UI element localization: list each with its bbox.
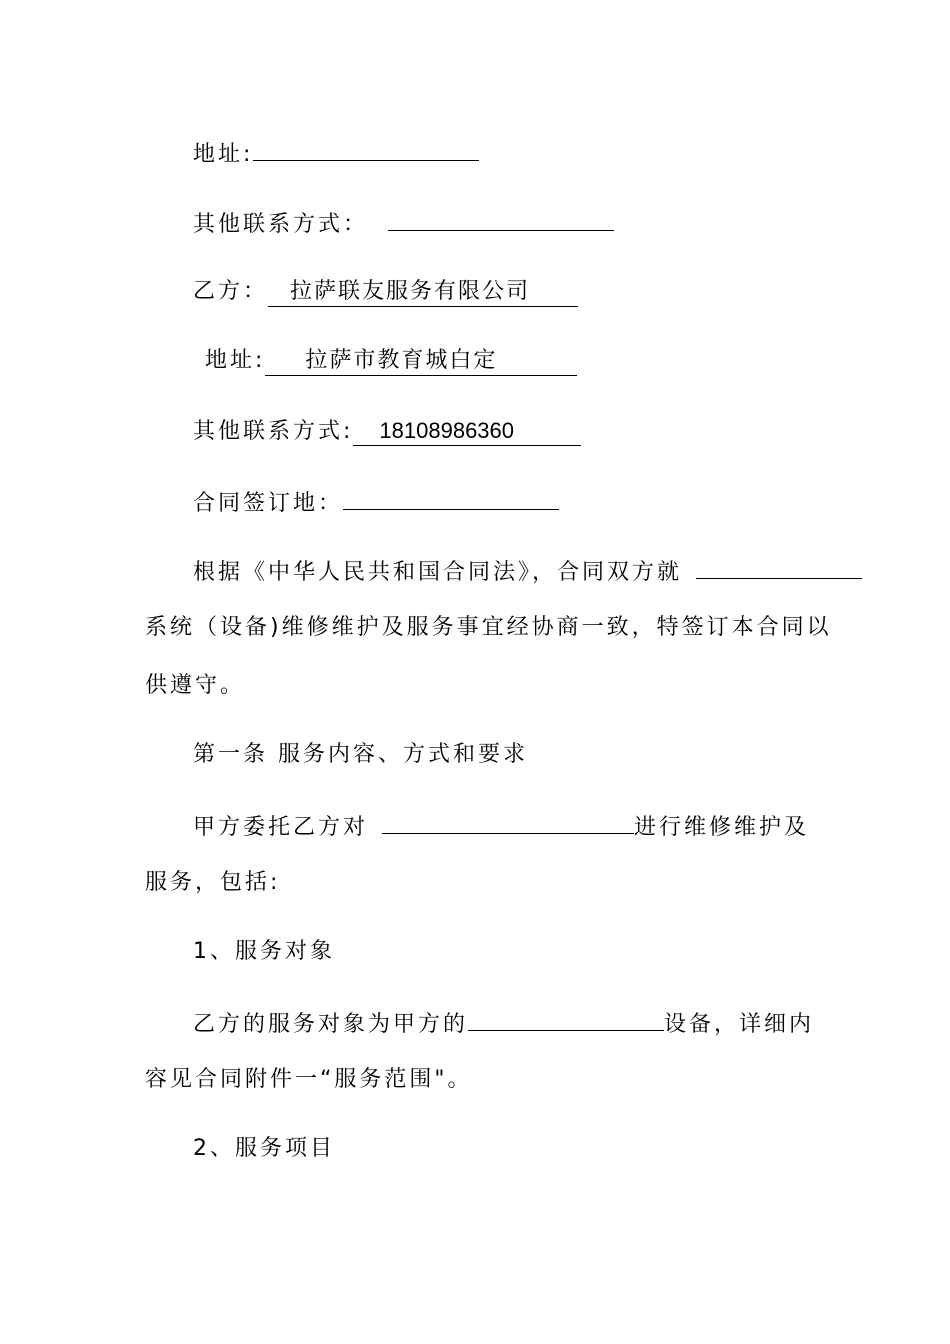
- intro-text-3: 供遵守。: [145, 673, 246, 698]
- party-b-contact-label: 其他联系方式:: [193, 419, 354, 444]
- signing-place-line: [193, 487, 559, 518]
- maintenance-target-blank[interactable]: [382, 811, 634, 834]
- item-1-text-a: 乙方的服务对象为甲方的: [193, 1012, 469, 1037]
- party-b-name: 拉萨联友服务有限公司: [290, 279, 531, 304]
- article-1-para-line-1: [193, 811, 809, 842]
- item-1-text-b: 设备，详细内: [664, 1012, 815, 1037]
- intro-line-2: [145, 614, 832, 642]
- party-a-contact-label: 其他联系方式：: [193, 212, 369, 237]
- article-1-para-line-2: [145, 869, 280, 897]
- party-b-address-field[interactable]: [265, 347, 577, 376]
- party-b-address-line: [205, 347, 577, 376]
- item-2-heading: [193, 1135, 335, 1163]
- party-a-address-line: [193, 138, 479, 169]
- party-b-contact: 18108986360: [379, 418, 515, 443]
- party-b-contact-line: [193, 417, 581, 446]
- party-b-label: 乙方：: [193, 279, 269, 304]
- article-1-heading-text: 第一条 服务内容、方式和要求: [193, 742, 528, 767]
- system-name-blank[interactable]: [696, 556, 862, 579]
- intro-line-1: [193, 556, 862, 587]
- article-1-heading: [193, 741, 528, 769]
- party-b-name-field[interactable]: [268, 278, 578, 307]
- signing-place-blank[interactable]: [343, 487, 559, 510]
- signing-place-label: 合同签订地：: [193, 491, 344, 516]
- party-b-line: [193, 278, 578, 307]
- item-1-heading: [193, 938, 335, 966]
- item-1-line-2: [145, 1066, 473, 1094]
- party-b-address-label: 地址:: [205, 348, 266, 373]
- article-1-para-text-2: 服务，包括:: [145, 870, 281, 895]
- item-1-text-2: 容见合同附件一“服务范围"。: [145, 1067, 473, 1092]
- party-a-contact-blank[interactable]: [388, 208, 614, 231]
- intro-line-3: [145, 672, 245, 700]
- item-1-heading-text: 1、服务对象: [193, 939, 335, 964]
- article-1-para-text-b: 进行维修维护及: [634, 815, 810, 840]
- item-1-line-1: [193, 1008, 814, 1039]
- intro-text-1: 根据《中华人民共和国合同法》，合同双方就: [193, 560, 683, 585]
- equipment-blank[interactable]: [468, 1008, 664, 1031]
- party-a-address-blank[interactable]: [253, 138, 479, 161]
- intro-text-2: 系统（设备)维修维护及服务事宜经协商一致，特签订本合同以: [145, 615, 832, 640]
- party-a-address-label: 地址:: [193, 142, 254, 167]
- party-b-address: 拉萨市教育城白定: [305, 348, 498, 373]
- party-a-contact-line: [193, 208, 614, 239]
- party-b-contact-field[interactable]: [353, 417, 581, 446]
- item-2-heading-text: 2、服务项目: [193, 1136, 335, 1161]
- article-1-para-text-a: 甲方委托乙方对: [193, 815, 369, 840]
